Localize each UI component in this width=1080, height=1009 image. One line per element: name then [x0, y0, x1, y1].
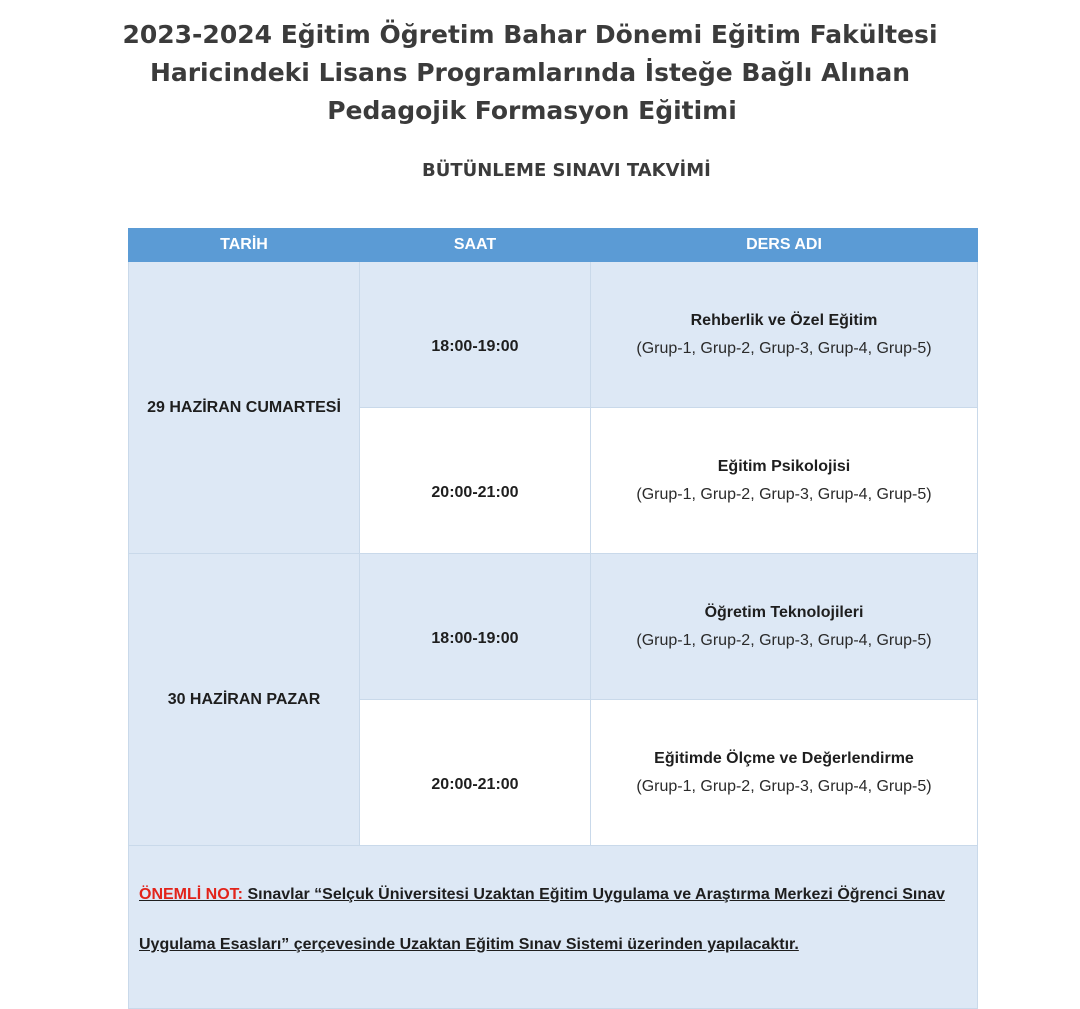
exam-schedule-table [128, 228, 978, 1009]
course-groups: (Grup-1, Grup-2, Grup-3, Grup-4, Grup-5) [636, 631, 932, 649]
title-line-3: Pedagojik Formasyon Eğitimi [327, 96, 737, 125]
course-name: Öğretim Teknolojileri [704, 603, 864, 621]
document-title [0, 16, 1080, 130]
course-cell [591, 262, 978, 408]
course-cell [591, 700, 978, 846]
important-note-text: Sınavlar “Selçuk Üniversitesi Uzaktan Eğitim Uygulama ve Araştırma Merkezi Öğrenci Sınav Uygulama Esasları” çerçevesinde Uzaktan Eğitim Sınav Sistemi üzerinden yapılacaktır. [139, 886, 945, 953]
table-row [129, 262, 978, 408]
time-cell: 20:00-21:00 [360, 408, 591, 554]
date-cell: 29 HAZİRAN CUMARTESİ [129, 262, 360, 554]
course-name: Eğitim Psikolojisi [717, 457, 851, 475]
time-cell: 20:00-21:00 [360, 700, 591, 846]
title-line-2: Haricindeki Lisans Programlarında İsteğe Bağlı Alınan [149, 58, 911, 87]
course-groups: (Grup-1, Grup-2, Grup-3, Grup-4, Grup-5) [636, 777, 932, 795]
document-subtitle: BÜTÜNLEME SINAVI TAKVİMİ [422, 160, 711, 181]
course-cell [591, 408, 978, 554]
column-header-course: DERS ADI [591, 229, 978, 262]
date-cell: 30 HAZİRAN PAZAR [129, 554, 360, 846]
note-row [129, 846, 978, 1009]
important-note-label: ÖNEMLİ NOT: [139, 886, 243, 903]
table-row [129, 554, 978, 700]
important-note [129, 846, 978, 1009]
course-cell [591, 554, 978, 700]
time-cell: 18:00-19:00 [360, 554, 591, 700]
table-header-row [129, 229, 978, 262]
time-cell: 18:00-19:00 [360, 262, 591, 408]
course-groups: (Grup-1, Grup-2, Grup-3, Grup-4, Grup-5) [636, 485, 932, 503]
course-name: Eğitimde Ölçme ve Değerlendirme [654, 749, 914, 767]
course-groups: (Grup-1, Grup-2, Grup-3, Grup-4, Grup-5) [636, 339, 932, 357]
course-name: Rehberlik ve Özel Eğitim [690, 311, 878, 329]
column-header-date: TARİH [129, 229, 360, 262]
column-header-time: SAAT [360, 229, 591, 262]
title-line-1: 2023-2024 Eğitim Öğretim Bahar Dönemi Eğitim Fakültesi [122, 20, 938, 49]
